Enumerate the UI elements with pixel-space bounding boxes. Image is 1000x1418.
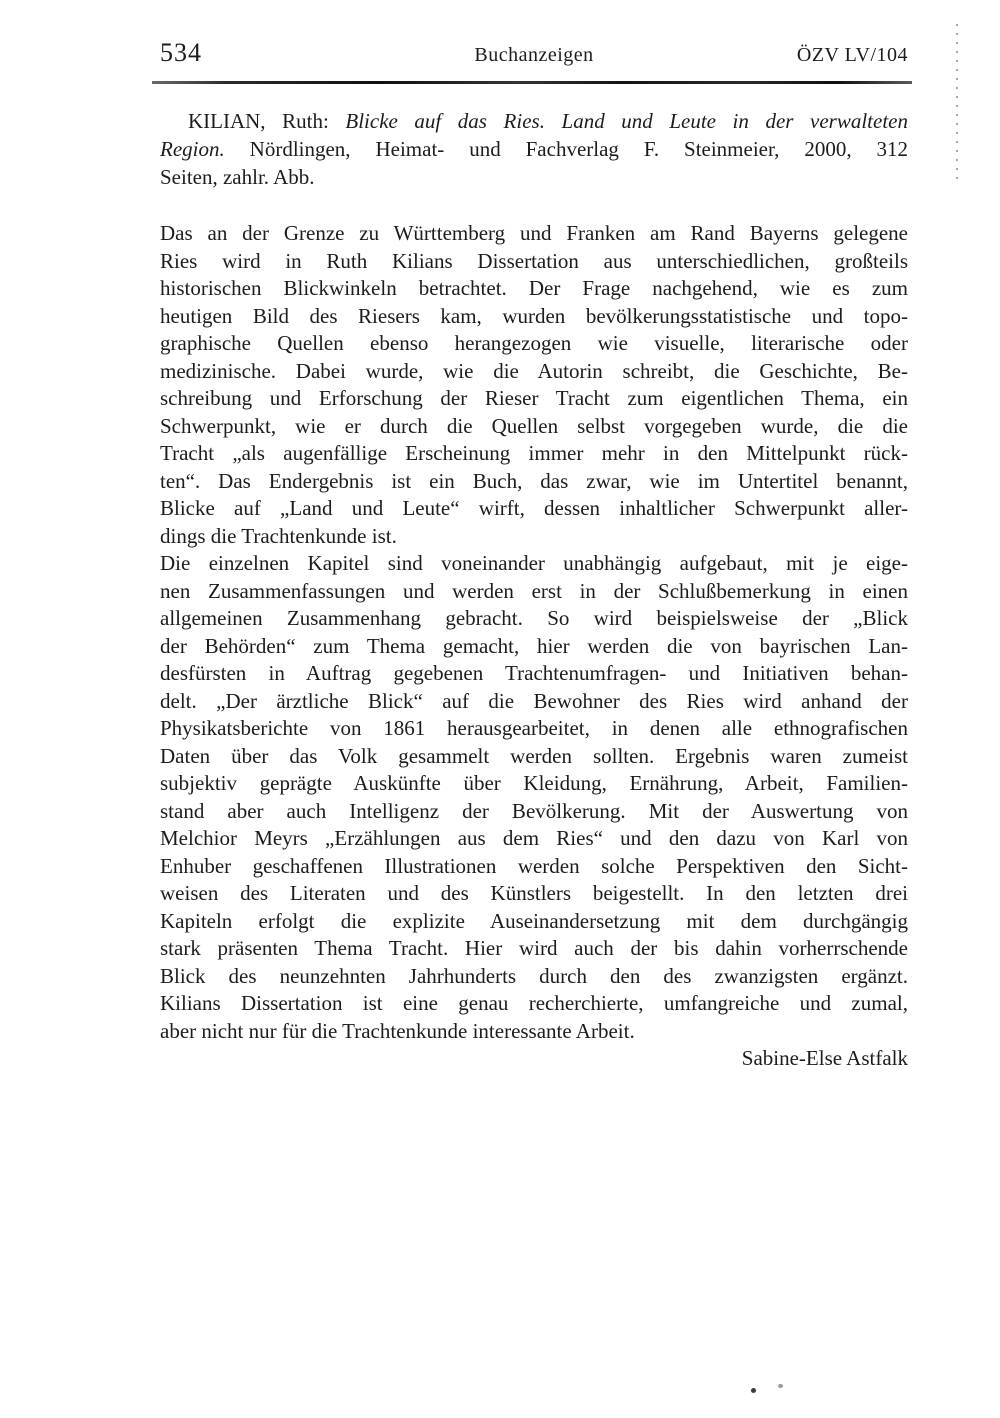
review-line: stark präsenten Thema Tracht. Hier wird auch der bis dahin vorherrschende [160,936,908,960]
review-line: allgemeinen Zusammenhang gebracht. So wird beispielsweise der „Blick [160,606,908,630]
review-line: dings die Trachtenkunde ist. [160,523,397,548]
review-line: desfürsten in Auftrag gegebenen Trachtenumfragen- und Initiativen behan- [160,661,908,685]
review-line: Melchior Meyrs „Erzählungen aus dem Ries“ und den dazu von Karl von [160,826,908,850]
journal-reference: ÖZV LV/104 [796,44,908,66]
review-line: Daten über das Volk gesammelt werden sollten. Ergebnis waren zumeist [160,743,908,768]
review-line: Das an der Grenze zu Württemberg und Franken am Rand Bayerns gelegene [160,221,908,245]
header-rule [152,81,912,84]
scan-artifact-speck [751,1388,756,1393]
reviewer-signature: Sabine-Else Astfalk [741,1046,908,1070]
review-line: Kapiteln erfolgt die explizite Auseinandersetzung mit dem durchgängig [160,908,908,933]
section-title: Buchanzeigen [474,44,594,66]
review-line: Ries wird in Ruth Kilians Dissertation aus unterschiedlichen, großteils [160,248,908,273]
review-line: Schwerpunkt, wie er durch die Quellen selbst vorgegeben wurde, die die [160,413,908,438]
review-line: delt. „Der ärztliche Blick“ auf die Bewohner des Ries wird anhand der [160,688,908,713]
review-line: weisen des Literaten und des Künstlers beigestellt. In den letzten drei [160,881,908,905]
review-line: schreibung und Erforschung der Rieser Tracht zum eigentlichen Thema, ein [160,386,908,410]
scan-artifact-speck [778,1384,783,1388]
review-line: Tracht „als augenfällige Erscheinung immer mehr in den Mittelpunkt rück- [160,441,908,465]
review-line: ten“. Das Endergebnis ist ein Buch, das zwar, wie im Untertitel benannt, [160,468,908,493]
bibliography-line: Seiten, zahlr. Abb. [160,165,315,189]
scan-artifact-dotted-line [956,24,958,182]
bibliography-line: KILIAN, Ruth: Blicke auf das Ries. Land und Leute in der verwalteten [188,109,908,133]
review-line: Die einzelnen Kapitel sind voneinander unabhängig aufgebaut, mit je eige- [160,551,908,575]
review-line: subjektiv geprägte Auskünfte über Kleidung, Ernährung, Arbeit, Familien- [160,771,908,795]
review-line: Physikatsberichte von 1861 herausgearbeitet, in denen alle ethnografischen [160,716,908,740]
review-line: Blicke auf „Land und Leute“ wirft, dessen inhaltlicher Schwerpunkt aller- [160,496,908,520]
page-header [160,38,908,68]
bibliography-entry [160,107,908,191]
review-line: medizinische. Dabei wurde, wie die Autorin schreibt, die Geschichte, Be- [160,358,908,383]
review-line: heutigen Bild des Riesers kam, wurden bevölkerungsstatistische und topo- [160,303,908,328]
review-line: historischen Blickwinkeln betrachtet. Der Frage nachgehend, wie es zum [160,276,908,300]
review-line: graphische Quellen ebenso herangezogen wie visuelle, literarische oder [160,331,908,355]
review-line: aber nicht nur für die Trachtenkunde interessante Arbeit. [160,1018,635,1043]
review-line: stand aber auch Intelligenz der Bevölkerung. Mit der Auswertung von [160,798,908,823]
review-body [160,220,908,1073]
review-line: Enhuber geschaffenen Illustrationen werden solche Perspektiven den Sicht- [160,853,908,878]
review-line: der Behörden“ zum Thema gemacht, hier werden die von bayrischen Lan- [160,633,908,658]
review-line: Blick des neunzehnten Jahrhunderts durch den des zwanzigsten ergänzt. [160,963,908,988]
review-line: nen Zusammenfassungen und werden erst in der Schlußbemerkung in einen [160,578,908,603]
bibliography-line: Region. Nördlingen, Heimat- und Fachverlag F. Steinmeier, 2000, 312 [160,137,908,161]
review-line: Kilians Dissertation ist eine genau recherchierte, umfangreiche und zumal, [160,991,908,1015]
page-number: 534 [160,38,202,67]
